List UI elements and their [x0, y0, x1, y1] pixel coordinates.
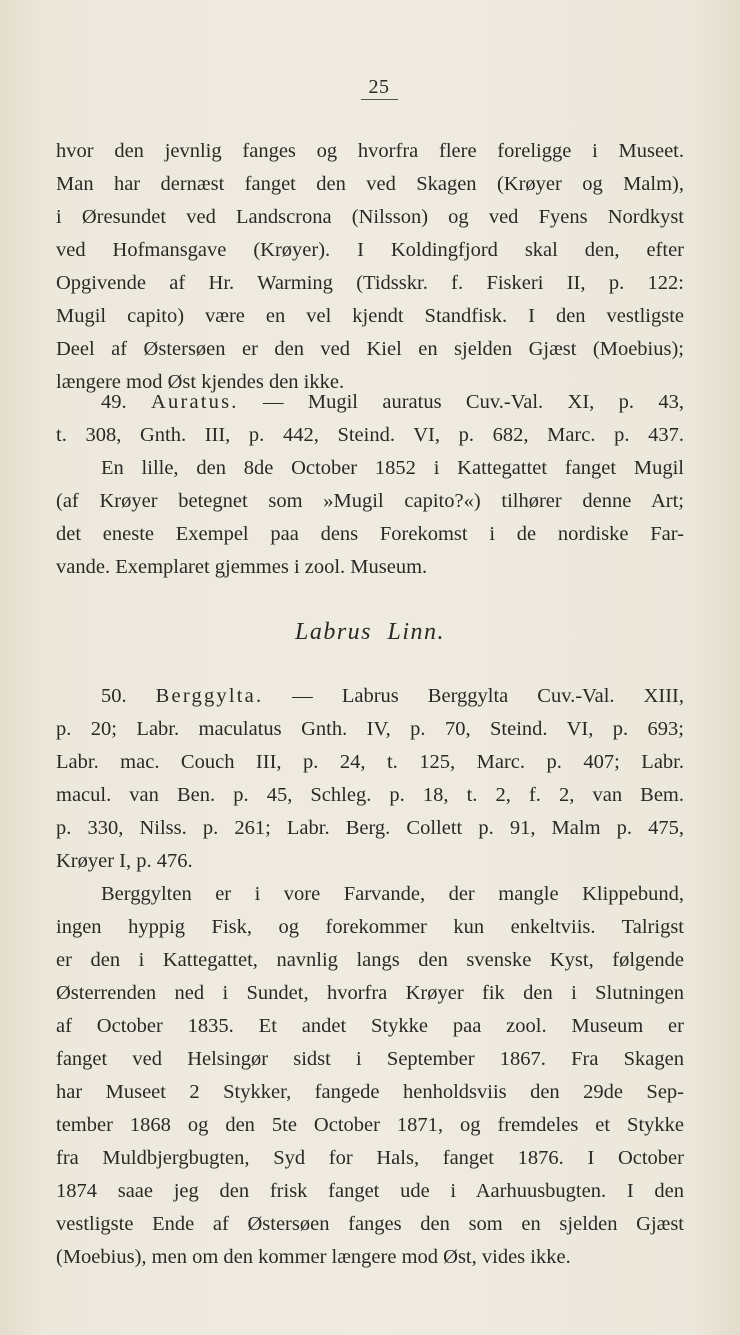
entry-number: 50. — [101, 685, 127, 707]
entry-49 — [56, 386, 684, 584]
text-line: Opgivende af Hr. Warming (Tidsskr. f. Fiskeri II, p. 122: — [56, 272, 684, 294]
entry-number: 49. — [101, 391, 127, 413]
text-line: (af Krøyer betegnet som »Mugil capito?«) tilhører denne Art; — [56, 490, 684, 512]
text-line: det eneste Exempel paa dens Forekomst i de nordiske Far- — [56, 523, 684, 545]
text-line: En lille, den 8de October 1852 i Kattegattet fanget Mugil — [101, 457, 684, 479]
text-line: vande. Exemplaret gjemmes i zool. Museum. — [56, 556, 428, 578]
text-line: Man har dernæst fanget den ved Skagen (Krøyer og Malm), — [56, 173, 684, 195]
genus-author: Linn. — [387, 619, 446, 645]
text-line: 1874 saae jeg den frisk fanget ude i Aarhuusbugten. I den — [56, 1180, 684, 1202]
genus-name: Labrus — [294, 619, 372, 645]
text-line: har Museet 2 Stykker, fangede henholdsviis den 29de Sep- — [56, 1081, 684, 1103]
text-line: p. 330, Nilss. p. 261; Labr. Berg. Collett p. 91, Malm p. 475, — [56, 817, 684, 839]
text-line: i Øresundet ved Landscrona (Nilsson) og ved Fyens Nordkyst — [56, 206, 684, 228]
text-line: hvor den jevnlig fanges og hvorfra flere foreligge i Museet. — [56, 140, 684, 162]
page-number: 25 — [0, 76, 740, 100]
text-line: ingen hyppig Fisk, og forekommer kun enkeltviis. Talrigst — [56, 916, 684, 938]
text-line: længere mod Øst kjendes den ikke. — [56, 371, 345, 393]
text-line: p. 20; Labr. maculatus Gnth. IV, p. 70, Steind. VI, p. 693; — [56, 718, 684, 740]
text-line: Krøyer I, p. 476. — [56, 850, 193, 872]
text-line: tember 1868 og den 5te October 1871, og fremdeles et Stykke — [56, 1114, 684, 1136]
text-line: fanget ved Helsingør sidst i September 1867. Fra Skagen — [56, 1048, 684, 1070]
text-line: Berggylten er i vore Farvande, der mangle Klippebund, — [101, 883, 684, 905]
text-line: (Moebius), men om den kommer længere mod Øst, vides ikke. — [56, 1246, 571, 1268]
text-line: er den i Kattegattet, navnlig langs den svenske Kyst, følgende — [56, 949, 684, 971]
synonymy-text: — Mugil auratus Cuv.-Val. XI, p. 43, — [238, 391, 685, 413]
entry-50 — [56, 680, 684, 1274]
entry-heading-line — [56, 680, 684, 713]
text-line: vestligste Ende af Østersøen fanges den som en sjelden Gjæst — [56, 1213, 684, 1235]
text-line: t. 308, Gnth. III, p. 442, Steind. VI, p. 682, Marc. p. 437. — [56, 424, 684, 446]
species-name: Auratus. — [151, 391, 239, 413]
text-line: Deel af Østersøen er den ved Kiel en sjelden Gjæst (Moebius); — [56, 338, 684, 360]
synonymy-text: — Labrus Berggylta Cuv.-Val. XIII, — [263, 685, 684, 707]
text-line: macul. van Ben. p. 45, Schleg. p. 18, t. 2, f. 2, van Bem. — [56, 784, 684, 806]
genus-heading — [0, 619, 740, 646]
text-line: Østerrenden ned i Sundet, hvorfra Krøyer fik den i Slutningen — [56, 982, 684, 1004]
text-line: Mugil capito) være en vel kjendt Standfisk. I den vestligste — [56, 305, 684, 327]
species-name: Berggylta. — [155, 685, 264, 707]
entry-heading-line — [56, 386, 684, 419]
text-line: af October 1835. Et andet Stykke paa zool. Museum er — [56, 1015, 684, 1037]
text-line: ved Hofmansgave (Krøyer). I Koldingfjord skal den, efter — [56, 239, 684, 261]
paragraph-intro — [56, 135, 684, 399]
text-line: fra Muldbjergbugten, Syd for Hals, fanget 1876. I October — [56, 1147, 684, 1169]
text-line: Labr. mac. Couch III, p. 24, t. 125, Marc. p. 407; Labr. — [56, 751, 684, 773]
